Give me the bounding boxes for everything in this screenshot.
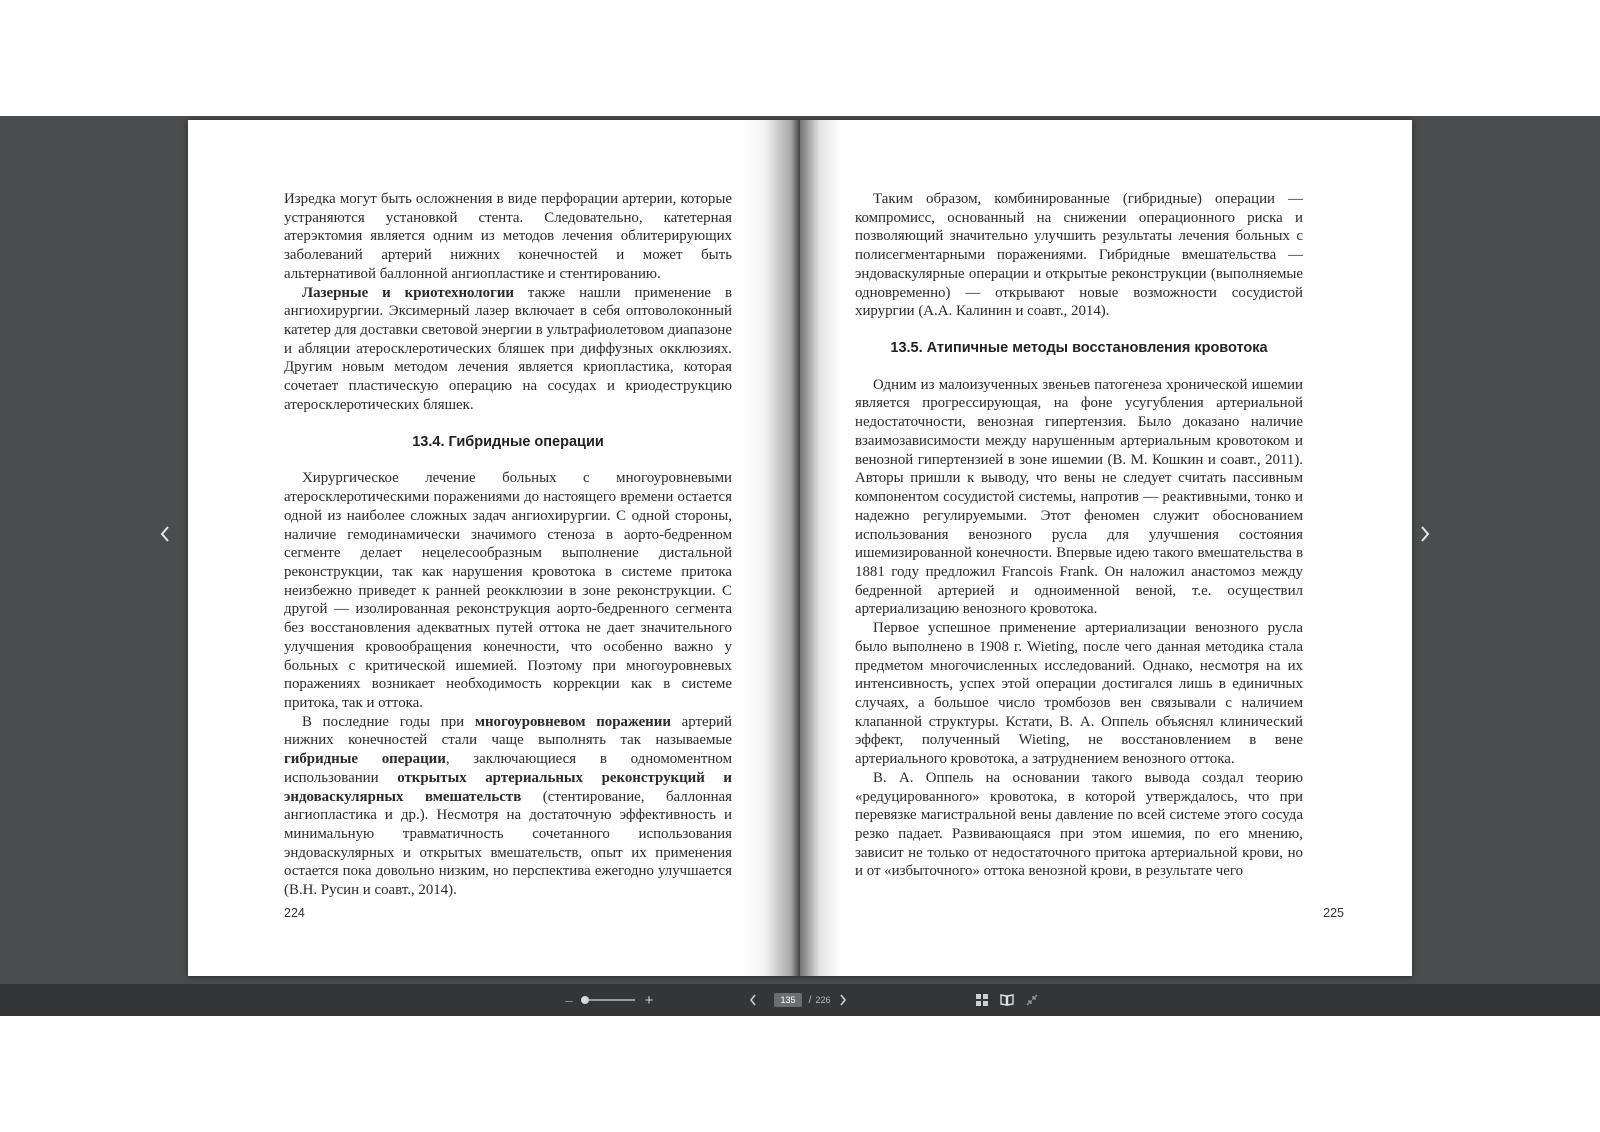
minus-icon: –	[565, 992, 573, 1008]
current-page-input[interactable]	[774, 993, 802, 1007]
page-number-left: 224	[284, 906, 305, 920]
zoom-out-button[interactable]	[560, 984, 578, 1016]
page-separator: /	[808, 994, 812, 1006]
next-spread-button[interactable]	[1418, 524, 1442, 548]
left-page-text	[284, 190, 732, 900]
text-run: артерий нижних конечностей стали чаще выполнять так называемые	[284, 713, 732, 749]
paragraph	[855, 769, 1303, 881]
zoom-slider-handle[interactable]	[581, 996, 589, 1004]
text-run: Первое успешное применение артериализации венозного русла было выполнено в 1908 г. Wieting, после чего данная методика стала предметом многочисленных исследований. Однако, несмотря на их интенсивность, успех этой операции достигался лишь в единичных случаях, а большое число тромбозов вен связывали с наличием клапанной структуры. Кстати, В. А. Оппель объяснял клинический эффект, полученный Wieting, не восстановлением в вене артериального кровотока, а затруднением венозного оттока.	[855, 620, 1303, 768]
page-number-right: 225	[1323, 906, 1344, 920]
paragraph	[855, 376, 1303, 619]
next-page-button[interactable]	[834, 984, 852, 1016]
paragraph	[284, 284, 732, 415]
right-page-text	[855, 190, 1303, 881]
text-run: Одним из малоизученных звеньев патогенеза хронической ишемии является прогрессирующая, на фоне усугубления артериальной недостаточности, венозная гипертензия. Было доказано наличие взаимозависимости между нарушенным артериальным кровотоком и венозной гипертензией в зоне ишемии (В. М. Кошкин и соавт., 2011). Авторы пришли к выводу, что вены не следует считать пассивным компонентом сосудистой системы, напротив — реактивными, тонко и надежно регулируемыми. Этот феномен служит обоснованием использования венозного русла для улучшения состояния ишемизированной конечности. Впервые идею такого вмешательства в 1881 году предложил Francois Frank. Он наложил анастомоз между бедренной артерией и одноименной веной, т.е. осуществил артериализацию венозного кровотока.	[855, 376, 1303, 618]
bold-text: открытых артериальных реконструкций и эндоваскулярных вмешательств	[284, 769, 732, 805]
paragraph	[855, 190, 1303, 321]
gutter-shadow-right	[800, 120, 840, 976]
text-run: Таким образом, комбинированные (гибридные) операции — компромисс, основанный на снижении операционного риска и позволяющий значительно улучшить результаты лечения больных с полисегментарными поражениями. Гибридные вмешательства — эндоваскулярные операции и открытые реконструкции (выполняемые одновременно) — открывают новые возможности сосудистой хирургии (А.А. Калинин и соавт., 2014).	[855, 191, 1303, 320]
page-number-field[interactable]	[772, 984, 804, 1016]
prev-page-button[interactable]	[744, 984, 762, 1016]
paragraph	[855, 619, 1303, 769]
section-heading-13-5: 13.5. Атипичные методы восстановления кровотока	[890, 340, 1268, 357]
two-page-view-button[interactable]	[998, 984, 1016, 1016]
paragraph	[284, 469, 732, 712]
chevron-left-icon	[158, 524, 172, 544]
section-heading-13-4: 13.4. Гибридные операции	[412, 433, 604, 450]
text-run: Изредка могут быть осложнения в виде перфорации артерии, которые устраняются установкой стента. Следовательно, катетерная атерэктомия является одним из методов лечения облитерирующих заболеваний артерий нижних конечностей и может быть альтернативой баллонной ангиопластике и стентированию.	[284, 191, 732, 282]
chevron-right-icon	[838, 993, 848, 1007]
prev-spread-button[interactable]	[158, 524, 182, 548]
paragraph	[284, 190, 732, 284]
viewer-stage	[0, 116, 1600, 984]
total-pages: 226	[815, 995, 831, 1005]
left-page	[188, 120, 800, 976]
chevron-right-icon	[1418, 524, 1432, 544]
bold-text: многоуровневом поражении	[474, 713, 671, 730]
chevron-left-icon	[748, 993, 758, 1007]
text-run: также нашли применение в ангиохирургии. Эксимерный лазер включает в себя оптоволоконный катетер для доставки световой энергии в ультрафиолетовом диапазоне и абляции атеросклеротических бляшек при диффузных окклюзиях. Другим новым методом лечения является криопластика, которая сочетает пластическую операцию на сосудах и криодеструкцию атеросклеротических бляшек.	[284, 284, 732, 413]
zoom-track	[581, 999, 635, 1001]
grid-icon	[976, 994, 988, 1006]
viewer-toolbar	[0, 984, 1600, 1016]
book-icon	[1000, 994, 1014, 1006]
book-spread	[188, 120, 1412, 976]
text-run: (стентирование, баллонная ангиопластика и др.). Несмотря на достаточную эффективность и минимальную травматичность сочетанного использования эндоваскулярных и открытых вмешательств, опыт их применения остается пока довольно низким, но перспектива ежегодно улучшается (В.Н. Русин и соавт., 2014).	[284, 788, 732, 899]
gutter-shadow-left	[740, 120, 800, 976]
bold-text: Лазерные и криотехнологии	[302, 284, 514, 301]
thumbnails-button[interactable]	[973, 984, 991, 1016]
exit-fullscreen-icon	[1026, 994, 1038, 1006]
text-run: , заключающиеся в одномоментном использовании	[284, 751, 732, 786]
exit-fullscreen-button[interactable]	[1023, 984, 1041, 1016]
plus-icon: +	[644, 991, 654, 1009]
zoom-in-button[interactable]	[640, 984, 658, 1016]
paragraph	[284, 713, 732, 900]
text-run: В последние годы при	[302, 713, 475, 730]
text-run: В. А. Оппель на основании такого вывода создал теорию «редуцированного» кровотока, в которой утверждалось, что при перевязке магистральной вены давление по всей системе этого сосуда резко падает. Развивающаяся при этом ишемия, по его мнению, зависит не только от недостаточного притока артериальной крови, но и от «избыточного» оттока венозной крови, в результате чего	[855, 769, 1303, 880]
zoom-slider[interactable]	[580, 984, 636, 1016]
right-page	[800, 120, 1412, 976]
text-run: Хирургическое лечение больных с многоуровневыми атеросклеротическими поражениями до настоящего времени остается одной из наиболее сложных задач ангиохирургии. С одной стороны, наличие гемодинамически значимого стеноза в аорто-бедренном сегменте делает нецелесообразным выполнение дистальной реконструкции, так как нарушения кровотока в системе притока неизбежно приведет к ранней реокклюзии в зоне реконструкции. С другой — изолированная реконструкция аорто-бедренного сегмента без восстановления адекватных путей оттока не дает значительного улучшения кровообращения конечности, что особенно важно у больных с критической ишемией. Поэтому при многоуровневых поражениях возникает необходимость коррекции как в системе притока, так и оттока.	[284, 470, 732, 711]
bold-text: гибридные операции	[284, 751, 446, 768]
